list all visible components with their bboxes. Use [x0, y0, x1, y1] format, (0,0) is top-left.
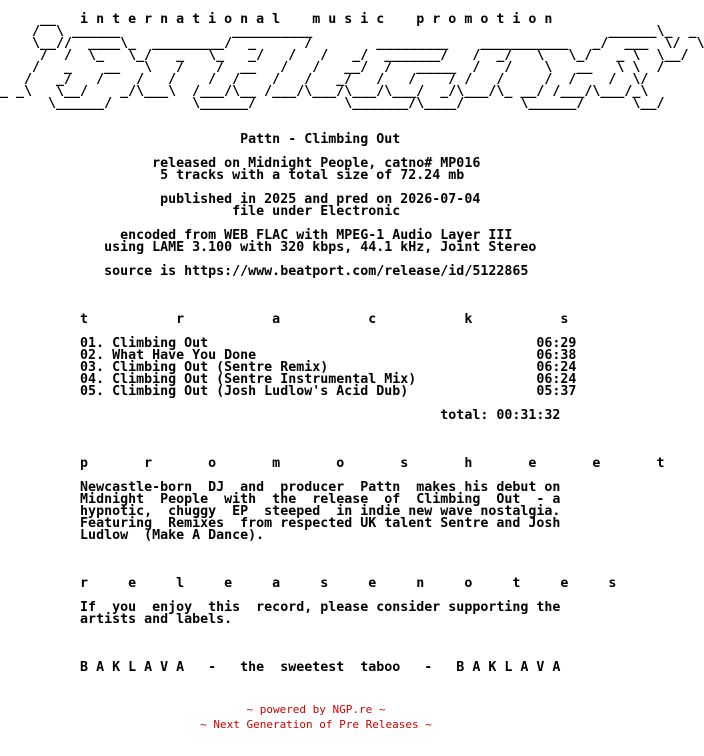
footer-powered-by: ~ powered by NGP.re ~	[246, 703, 386, 716]
nfo-text-block: __ i n t e r n a t i o n a l m u s i c p r o m o t i o n / \ ______ __________ ______\_ _ \__// ____\_ _________/ _ / _________ ___________ _/ ___ \/ \ / / \_ \_/ _ \_ _/ / / _/ _______/ / _/ \ \_/ _ \ \__/ / _ __ \ / / __ / / __/ / _____ / / \ __ \ \ / / _/ / / / / / / / _/ / / / / / / / / \/ _ _\ \__/ _/\___\ /___/\__ /___/\___/\___/\___/ _/\___/\_ __/ /___/\___/_\ \______/ \______/ \_______/\____/ \______/ \__/ Pattn - Climbing Out released on Midnight People, catno# MP016 5 tracks with a total size of 72.24 mb published in 2025 and pred on 2026-07-04 file under Electronic encoded from WEB FLAC with MPEG-1 Audio Layer III using LAME 3.100 with 320 kbps, 44.1 kHz, Joint Stereo source is https://www.beatport.com/release/id/5122865 t r a c k s 01. Climbing Out 06:29 02. What Have You Done 06:38 03. Climbing Out (Sentre Remix) 06:24 04. Climbing Out (Sentre Instrumental Mix) 06:24 05. Climbing Out (Josh Ludlow's Acid Dub) 05:37 total: 00:31:32 p r o m o s h e e t Newcastle-born DJ and producer Pattn makes his debut on Midnight People with the release of Climbing Out - a hypnotic, chuggy EP steeped in indie new wave nostalgia. Featuring Remixes from respected UK talent Sentre and Josh Ludlow (Make A Dance). r e l e a s e n o t e s If you enjoy this record, please consider supporting the artists and labels. B A K L A V A - the sweetest taboo - B A K L A V A	[0, 12, 704, 675]
footer-tagline: ~ Next Generation of Pre Releases ~	[200, 718, 432, 731]
